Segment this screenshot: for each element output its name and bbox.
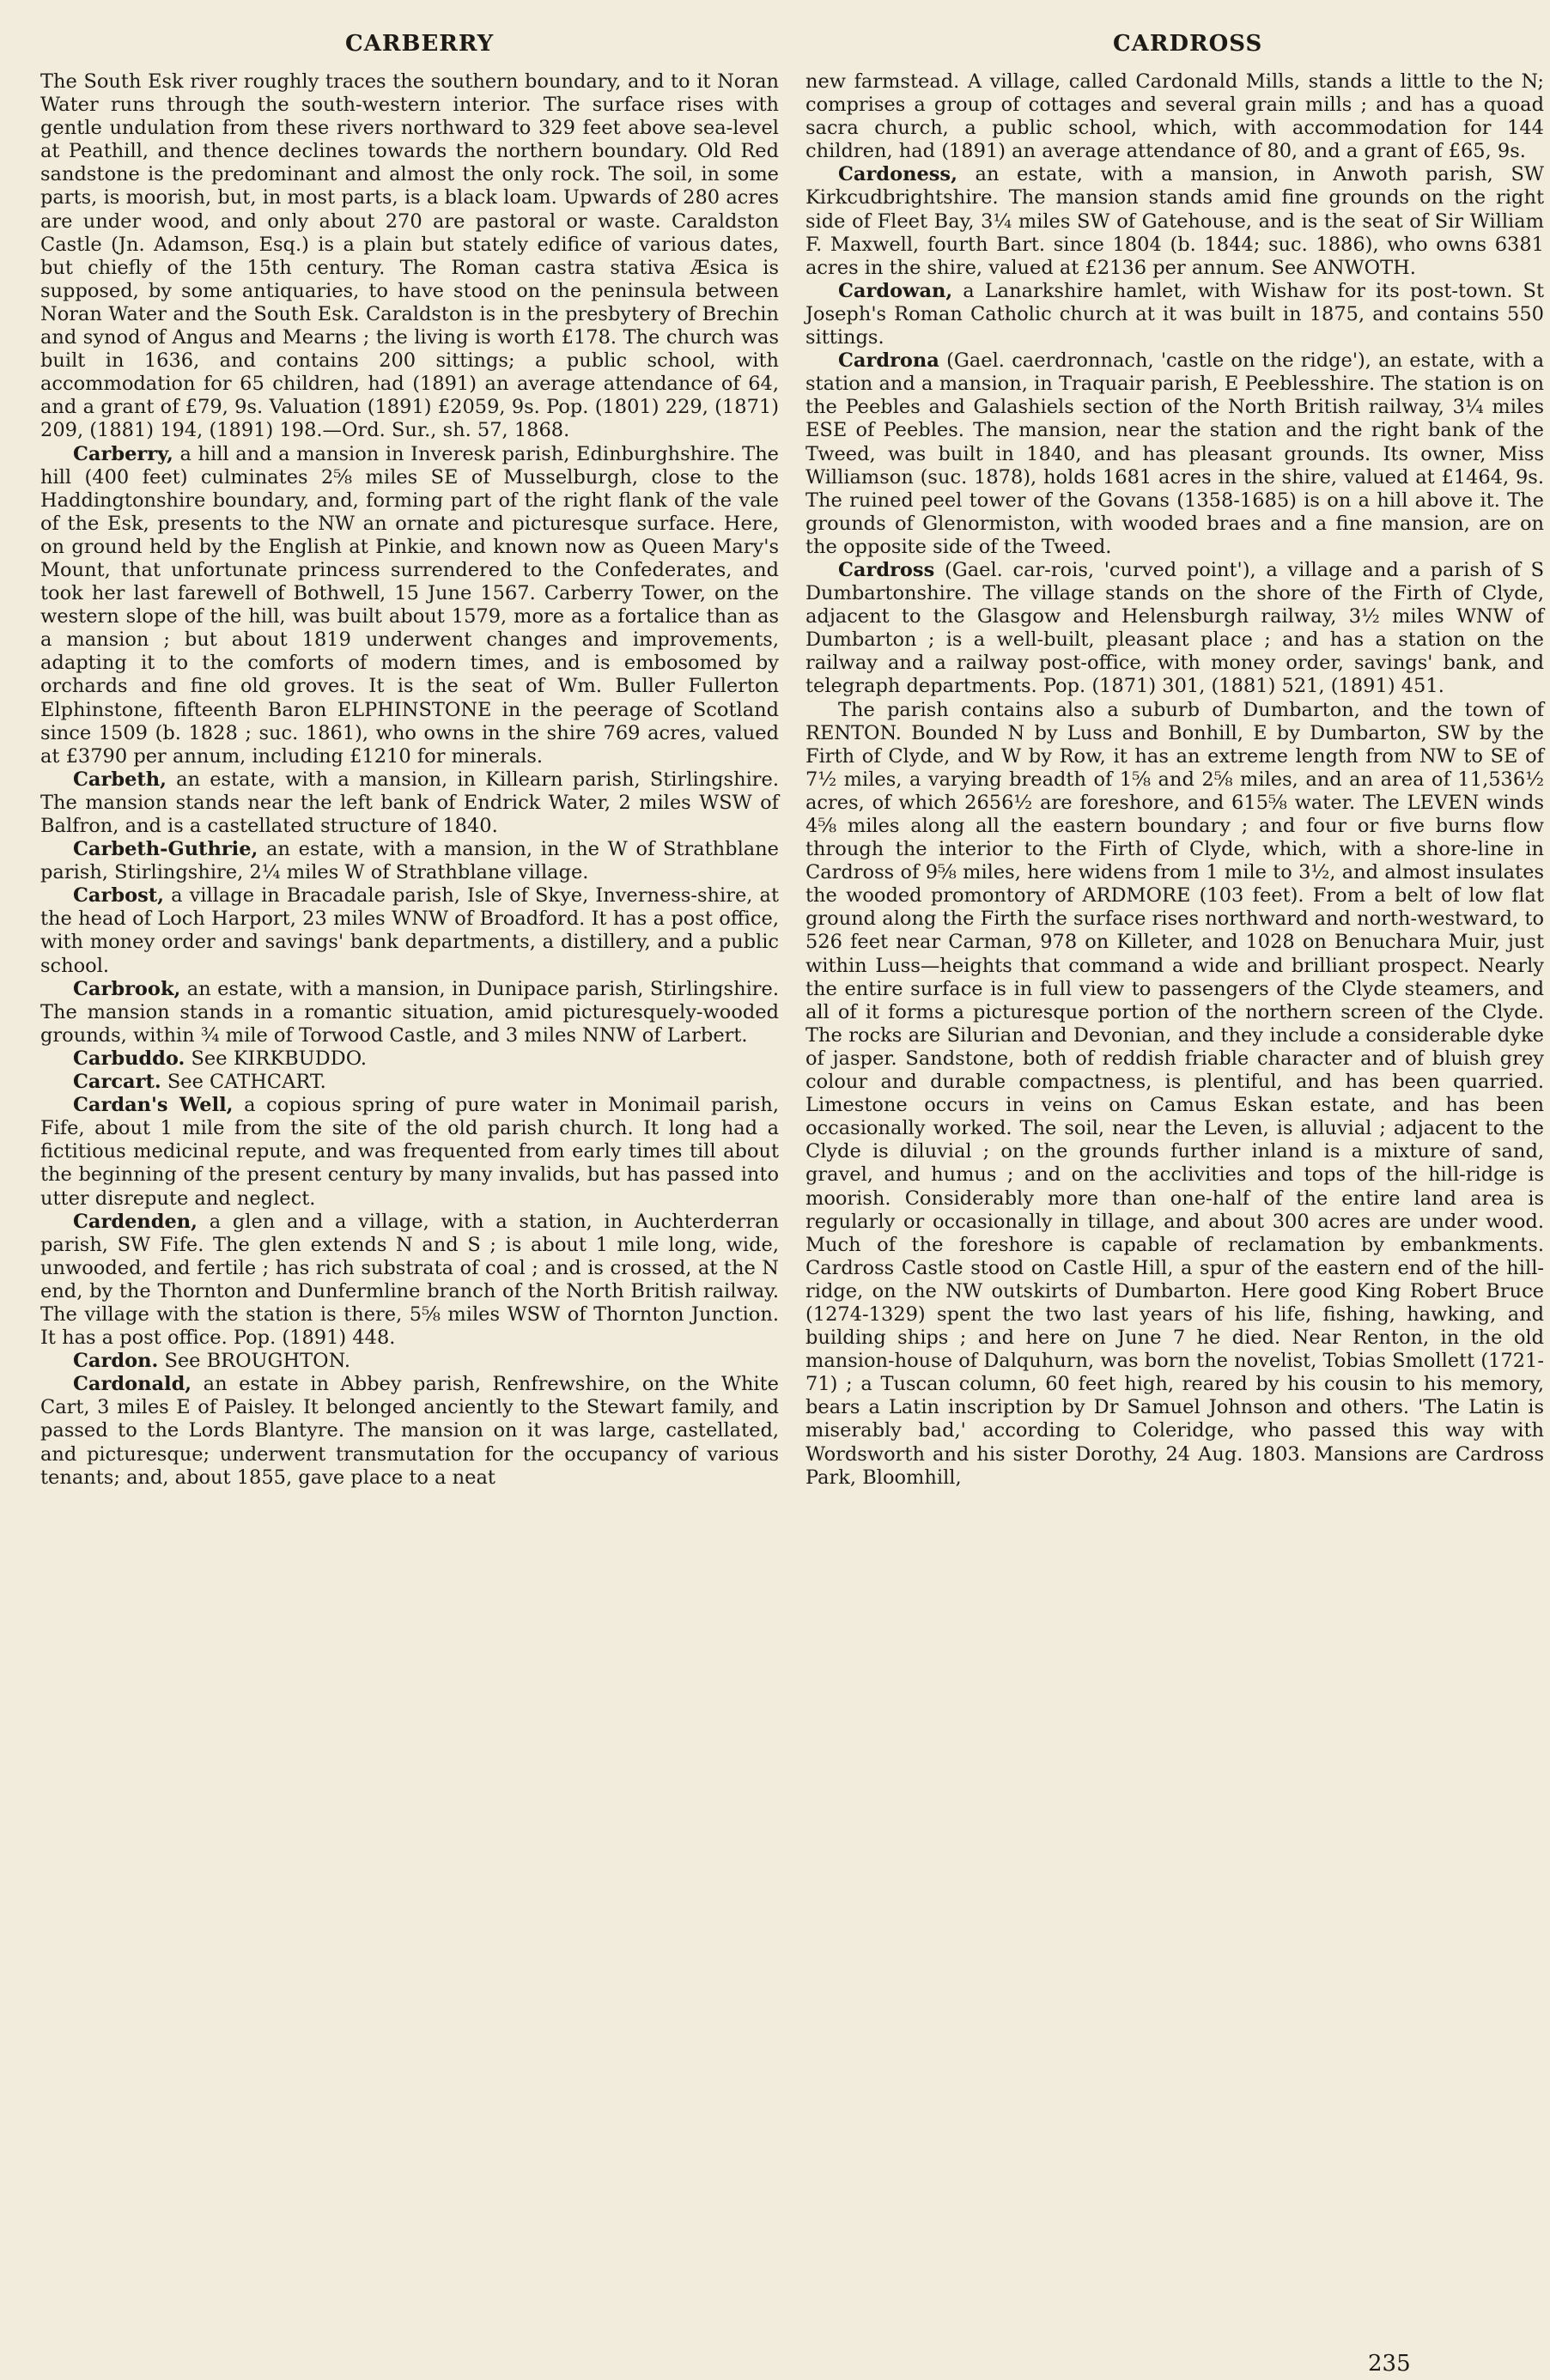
entry-text: a village in Bracadale parish, Isle of Skye, Inverness-shire, at the head of Loch Harport, 23 miles WNW of Broadford. It has a post office, with money order and savings' bank departments, a distillery, and a public school.	[40, 884, 779, 977]
entry-headword: Carbrook,	[73, 977, 181, 1000]
entry-text: an estate, with a mansion, in the W of Strathblane parish, Stirlingshire, 2¼ miles W of Strathblane village.	[40, 838, 779, 884]
entry-headword: Cardross	[838, 558, 935, 581]
gazetteer-entry	[40, 443, 779, 768]
gazetteer-entry	[805, 349, 1544, 559]
entry-headword: Carcart.	[73, 1071, 161, 1094]
running-head-right: CARDROSS	[1113, 31, 1263, 57]
gazetteer-entry	[40, 1211, 779, 1351]
entry-headword: Carbeth,	[73, 768, 167, 791]
entry-text: (Gael. caerdronnach, 'castle on the ridge'), an estate, with a station and a mansion, in Traquair parish, E Peeblesshire. The station is on the Peebles and Galashiels section of the North British railway, 3¼ miles ESE of Peebles. The mansion, near the station and the right bank of the Tweed, was built in 1840, and has pleasant grounds. Its owner, Miss Williamson (suc. 1878), holds 1681 acres in the shire, valued at £1464, 9s. The ruined peel tower of the Govans (1358-1685) is on a hill above it. The grounds of Glenormiston, with wooded braes and a fine mansion, are on the opposite side of the Tweed.	[805, 349, 1545, 558]
entry-text: See KIRKBUDDO.	[191, 1047, 367, 1070]
gazetteer-entry	[805, 70, 1544, 163]
entry-headword: Carbeth-Guthrie,	[73, 838, 258, 861]
entry-headword: Cardenden,	[73, 1210, 198, 1233]
gazetteer-entry	[805, 559, 1544, 699]
entry-headword: Carbost,	[73, 884, 164, 908]
entry-headword: Cardowan,	[838, 279, 953, 302]
entry-text: The parish contains also a suburb of Dumbarton, and the town of RENTON. Bounded N by Luss and Bonhill, E by Dumbarton, SW by the Firth of Clyde, and W by Row, it has an extreme length from NW to SE of 7½ miles, a varying breadth of 1⅝ and 2⅝ miles, and an area of 11,536½ acres, of which 2656½ are foreshore, and 615⅝ water. The LEVEN winds 4⅝ miles along all the eastern boundary ; and four or five burns flow through the interior to the Firth of Clyde, which, with a shore-line in Cardross of 9⅝ miles, here widens from 1 mile to 3½, and almost insulates the wooded promontory of ARDMORE (103 feet). From a belt of low flat ground along the Firth the surface rises northward and north-westward, to 526 feet near Carman, 978 on Killeter, and 1028 on Benuchara Muir, just within Luss—heights that command a wide and brilliant prospect. Nearly the entire surface is in full view to passengers of the Clyde steamers, and all of it forms a picturesque portion of the northern screen of the Clyde. The rocks are Silurian and Devonian, and they include a considerable dyke of jasper. Sandstone, both of reddish friable character and of bluish grey colour and durable compactness, is plentiful, and has been quarried. Limestone occurs in veins on Camus Eskan estate, and has been occasionally worked. The soil, near the Leven, is alluvial ; adjacent to the Clyde is diluvial ; on the grounds further inland is a mixture of sand, gravel, and humus ; and on the acclivities and tops of the hill-ridge is moorish. Considerably more than one-half of the entire land area is regularly or occasionally in tillage, and about 300 acres are under wood. Much of the foreshore is capable of reclamation by embankments. Cardross Castle stood on Castle Hill, a spur of the eastern end of the hill-ridge, on the NW outskirts of Dumbarton. Here good King Robert Bruce (1274-1329) spent the two last years of his life, fishing, hawking, and building ships ; and here on June 7 he died. Near Renton, in the old mansion-house of Dalquhurn, was born the novelist, Tobias Smollett (1721-71) ; a Tuscan column, 60 feet high, reared by his cousin to his memory, bears a Latin inscription by Dr Samuel Johnson and others. 'The Latin is miserably bad,' according to Coleridge, who passed this way with Wordsworth and his sister Dorothy, 24 Aug. 1803. Mansions are Cardross Park, Bloomhill,	[805, 698, 1544, 1489]
entry-text: See CATHCART.	[167, 1071, 326, 1094]
entry-text: a hill and a mansion in Inveresk parish, Edinburghshire. The hill (400 feet) culminates 2⅝ miles SE of Musselburgh, close to the Haddingtonshire boundary, and, forming part of the right flank of the vale of the Esk, presents to the NW an ornate and picturesque surface. Here, on ground held by the English at Pinkie, and known now as Queen Mary's Mount, that unfortunate princess surrendered to the Confederates, and took her last farewell of Bothwell, 15 June 1567. Carberry Tower, on the western slope of the hill, was built about 1579, more as a fortalice than as a mansion ; but about 1819 underwent changes and improvements, adapting it to the comforts of modern times, and is embosomed by orchards and fine old groves. It is the seat of Wm. Buller Fullerton Elphinstone, fifteenth Baron ELPHINSTONE in the peerage of Scotland since 1509 (b. 1828 ; suc. 1861), who owns in the shire 769 acres, valued at £3790 per annum, including £1210 for minerals.	[40, 442, 779, 768]
gazetteer-entry	[40, 1350, 779, 1373]
entry-text: an estate, with a mansion, in Anwoth parish, SW Kirkcudbrightshire. The mansion stands amid fine grounds on the right side of Fleet Bay, 3¼ miles SW of Gatehouse, and is the seat of Sir William F. Maxwell, fourth Bart. since 1804 (b. 1844; suc. 1886), who owns 6381 acres in the shire, valued at £2136 per annum. See ANWOTH.	[805, 163, 1544, 279]
page-number: 235	[1368, 2351, 1411, 2377]
entry-headword: Carbuddo.	[73, 1047, 185, 1070]
right-column	[805, 70, 1544, 1490]
gazetteer-entry	[40, 1094, 779, 1210]
entry-headword: Carberry,	[73, 442, 173, 465]
gazetteer-entry	[40, 768, 779, 838]
gazetteer-entry	[40, 884, 779, 977]
entry-text: (Gael. car-rois, 'curved point'), a village and a parish of S Dumbartonshire. The village stands on the shore of the Firth of Clyde, adjacent to the Glasgow and Helensburgh railway, 3½ miles WNW of Dumbarton ; is a well-built, pleasant place ; and has a station on the railway and a railway post-office, with money order, savings' bank, and telegraph departments. Pop. (1871) 301, (1881) 521, (1891) 451.	[805, 558, 1545, 698]
entry-text: an estate, with a mansion, in Killearn parish, Stirlingshire. The mansion stands near the left bank of Endrick Water, 2 miles WSW of Balfron, and is a castellated structure of 1840.	[40, 768, 779, 837]
entry-text: a glen and a village, with a station, in Auchterderran parish, SW Fife. The glen extends N and S ; is about 1 mile long, wide, unwooded, and fertile ; has rich substrata of coal ; and is crossed, at the N end, by the Thornton and Dunfermline branch of the North British railway. The village with the station is there, 5⅝ miles WSW of Thornton Junction. It has a post office. Pop. (1891) 448.	[40, 1210, 779, 1350]
entry-headword: Cardon.	[73, 1350, 159, 1373]
gazetteer-entry	[805, 699, 1544, 1490]
entry-text: an estate, with a mansion, in Dunipace parish, Stirlingshire. The mansion stands in a romantic situation, amid picturesquely-wooded grounds, within ¾ mile of Torwood Castle, and 3 miles NNW of Larbert.	[40, 977, 779, 1047]
gazetteer-entry	[40, 1047, 779, 1071]
entry-headword: Cardoness,	[838, 163, 957, 186]
entry-text: new farmstead. A village, called Cardonald Mills, stands a little to the N; comprises a group of cottages and several grain mills ; and has a quoad sacra church, a public school, which, with accommodation for 144 children, had (1891) an average attendance of 80, and a grant of £65, 9s.	[805, 70, 1544, 163]
entry-text: See BROUGHTON.	[164, 1350, 350, 1373]
running-head-left: CARBERRY	[345, 31, 495, 57]
entry-headword: Cardan's Well,	[73, 1094, 234, 1117]
gazetteer-entry	[40, 1071, 779, 1094]
gazetteer-entry	[40, 838, 779, 884]
gazetteer-entry	[40, 1373, 779, 1489]
gazetteer-entry	[805, 280, 1544, 349]
gazetteer-entry	[805, 163, 1544, 279]
entry-text: a copious spring of pure water in Monimail parish, Fife, about 1 mile from the site of the old parish church. It long had a fictitious medicinal repute, and was frequented from early times till about the beginning of the present century by many invalids, but has passed into utter disrepute and neglect.	[40, 1094, 780, 1210]
entry-text: an estate in Abbey parish, Renfrewshire, on the White Cart, 3 miles E of Paisley. It belonged anciently to the Stewart family, and passed to the Lords Blantyre. The mansion on it was large, castellated, and picturesque; underwent transmutation for the occupancy of various tenants; and, about 1855, gave place to a neat	[40, 1373, 779, 1489]
entry-text: a Lanarkshire hamlet, with Wishaw for its post-town. St Joseph's Roman Catholic church at it was built in 1875, and contains 550 sittings.	[805, 279, 1544, 349]
entry-text: The South Esk river roughly traces the southern boundary, and to it Noran Water runs through the south-western interior. The surface rises with gentle undulation from these rivers northward to 329 feet above sea-level at Peathill, and thence declines towards the northern boundary. Old Red sandstone is the predominant and almost the only rock. The soil, in some parts, is moorish, but, in most parts, is a black loam. Upwards of 280 acres are under wood, and only about 270 are pastoral or waste. Caraldston Castle (Jn. Adamson, Esq.) is a plain but stately edifice of various dates, but chiefly of the 15th century. The Roman castra stativa Æsica is supposed, by some antiquaries, to have stood on the peninsula between Noran Water and the South Esk. Caraldston is in the presbytery of Brechin and synod of Angus and Mearns ; the living is worth £178. The church was built in 1636, and contains 200 sittings; a public school, with accommodation for 65 children, had (1891) an average attendance of 64, and a grant of £79, 9s. Valuation (1891) £2059, 9s. Pop. (1801) 229, (1871) 209, (1881) 194, (1891) 198.—Ord. Sur., sh. 57, 1868.	[40, 70, 779, 442]
left-column	[40, 70, 779, 1490]
entry-headword: Cardonald,	[73, 1373, 192, 1396]
gazetteer-entry	[40, 978, 779, 1047]
entry-headword: Cardrona	[838, 349, 939, 373]
gazetteer-entry	[40, 70, 779, 443]
